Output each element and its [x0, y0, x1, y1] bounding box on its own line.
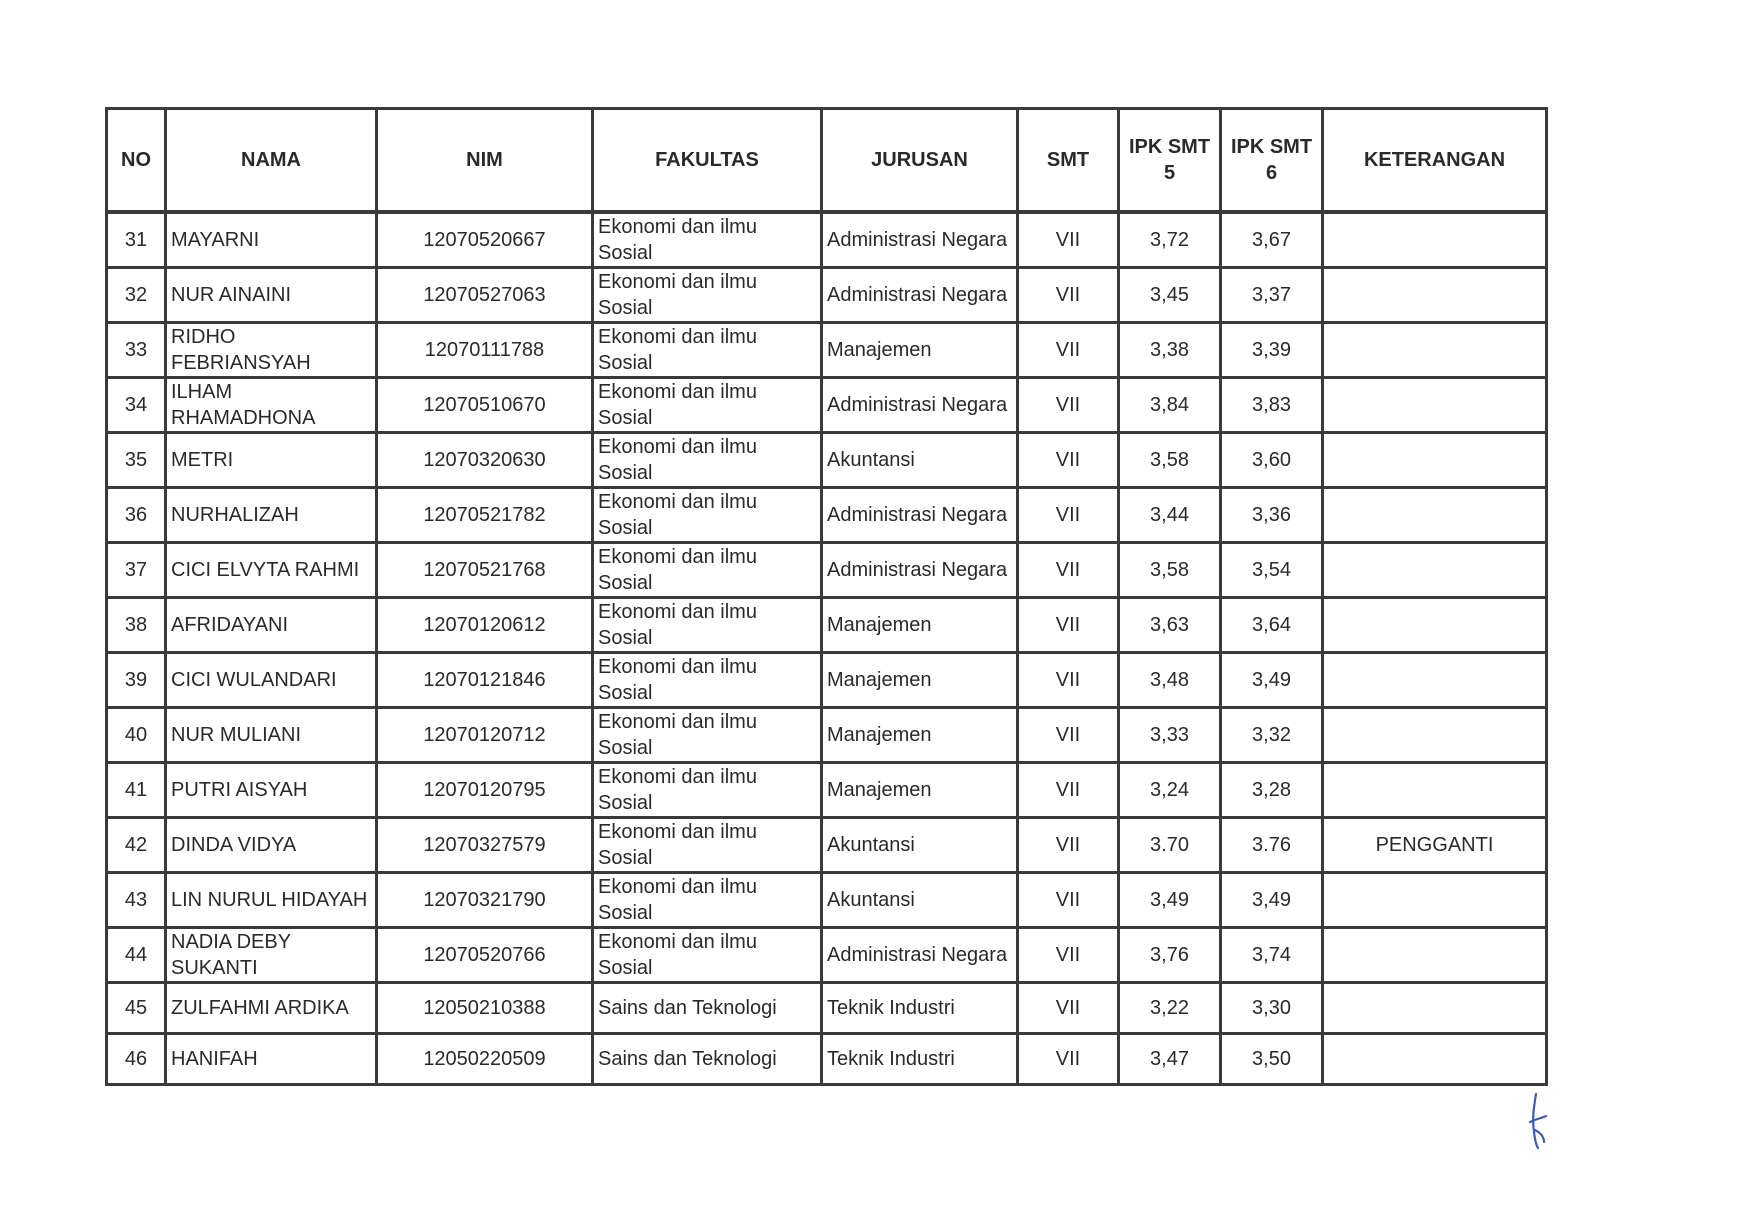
table-row — [107, 268, 1547, 323]
cell-fakultas: Ekonomi dan ilmu Sosial — [593, 598, 822, 653]
cell-smt: VII — [1018, 543, 1119, 598]
cell-ipk-smt-6: 3,32 — [1221, 708, 1323, 763]
cell-keterangan — [1323, 598, 1547, 653]
cell-ipk-smt-6: 3,49 — [1221, 653, 1323, 708]
header-no: NO — [107, 109, 166, 213]
cell-ipk-smt-5: 3,58 — [1119, 433, 1221, 488]
cell-keterangan — [1323, 983, 1547, 1034]
cell-jurusan: Manajemen — [822, 708, 1018, 763]
table-row — [107, 1034, 1547, 1085]
cell-ipk-smt-5: 3,72 — [1119, 212, 1221, 268]
cell-ipk-smt-6: 3,54 — [1221, 543, 1323, 598]
cell-nim: 12070321790 — [377, 873, 593, 928]
table-row — [107, 598, 1547, 653]
cell-smt: VII — [1018, 928, 1119, 983]
cell-keterangan — [1323, 928, 1547, 983]
cell-nim: 12070527063 — [377, 268, 593, 323]
cell-jurusan: Administrasi Negara — [822, 268, 1018, 323]
cell-ipk-smt-6: 3,49 — [1221, 873, 1323, 928]
cell-nim: 12050210388 — [377, 983, 593, 1034]
cell-fakultas: Ekonomi dan ilmu Sosial — [593, 268, 822, 323]
header-row — [107, 109, 1547, 213]
table-row — [107, 212, 1547, 268]
cell-nama: AFRIDAYANI — [166, 598, 377, 653]
cell-fakultas: Ekonomi dan ilmu Sosial — [593, 818, 822, 873]
cell-jurusan: Administrasi Negara — [822, 212, 1018, 268]
cell-fakultas: Sains dan Teknologi — [593, 1034, 822, 1085]
cell-keterangan — [1323, 433, 1547, 488]
header-nim: NIM — [377, 109, 593, 213]
cell-nim: 12070521782 — [377, 488, 593, 543]
cell-nama: LIN NURUL HIDAYAH — [166, 873, 377, 928]
header-smt: SMT — [1018, 109, 1119, 213]
cell-no: 45 — [107, 983, 166, 1034]
cell-jurusan: Teknik Industri — [822, 1034, 1018, 1085]
cell-jurusan: Manajemen — [822, 598, 1018, 653]
cell-ipk-smt-6: 3,37 — [1221, 268, 1323, 323]
cell-no: 41 — [107, 763, 166, 818]
student-table — [105, 107, 1548, 1086]
cell-fakultas: Ekonomi dan ilmu Sosial — [593, 763, 822, 818]
cell-no: 42 — [107, 818, 166, 873]
cell-no: 35 — [107, 433, 166, 488]
cell-ipk-smt-6: 3,60 — [1221, 433, 1323, 488]
cell-jurusan: Akuntansi — [822, 873, 1018, 928]
cell-ipk-smt-5: 3,84 — [1119, 378, 1221, 433]
cell-smt: VII — [1018, 488, 1119, 543]
cell-jurusan: Manajemen — [822, 763, 1018, 818]
cell-nama: METRI — [166, 433, 377, 488]
cell-nim: 12070510670 — [377, 378, 593, 433]
cell-smt: VII — [1018, 763, 1119, 818]
cell-jurusan: Administrasi Negara — [822, 378, 1018, 433]
cell-no: 33 — [107, 323, 166, 378]
cell-ipk-smt-5: 3,58 — [1119, 543, 1221, 598]
cell-smt: VII — [1018, 433, 1119, 488]
cell-smt: VII — [1018, 708, 1119, 763]
header-ipk-smt-6: IPK SMT 6 — [1221, 109, 1323, 213]
cell-smt: VII — [1018, 873, 1119, 928]
cell-nama: NADIA DEBY SUKANTI — [166, 928, 377, 983]
table-row — [107, 708, 1547, 763]
cell-nama: NUR MULIANI — [166, 708, 377, 763]
cell-no: 32 — [107, 268, 166, 323]
cell-keterangan — [1323, 1034, 1547, 1085]
cell-smt: VII — [1018, 378, 1119, 433]
cell-fakultas: Ekonomi dan ilmu Sosial — [593, 433, 822, 488]
cell-no: 31 — [107, 212, 166, 268]
cell-ipk-smt-5: 3,38 — [1119, 323, 1221, 378]
cell-fakultas: Ekonomi dan ilmu Sosial — [593, 873, 822, 928]
cell-keterangan — [1323, 488, 1547, 543]
cell-nim: 12070121846 — [377, 653, 593, 708]
table-row — [107, 873, 1547, 928]
header-keterangan: KETERANGAN — [1323, 109, 1547, 213]
cell-no: 39 — [107, 653, 166, 708]
cell-nama: ILHAM RHAMADHONA — [166, 378, 377, 433]
table-row — [107, 763, 1547, 818]
cell-nim: 12070111788 — [377, 323, 593, 378]
cell-ipk-smt-5: 3,22 — [1119, 983, 1221, 1034]
table-row — [107, 928, 1547, 983]
cell-jurusan: Manajemen — [822, 323, 1018, 378]
cell-no: 36 — [107, 488, 166, 543]
cell-no: 34 — [107, 378, 166, 433]
cell-fakultas: Ekonomi dan ilmu Sosial — [593, 653, 822, 708]
cell-no: 38 — [107, 598, 166, 653]
cell-ipk-smt-6: 3,30 — [1221, 983, 1323, 1034]
cell-nama: RIDHO FEBRIANSYAH — [166, 323, 377, 378]
cell-smt: VII — [1018, 1034, 1119, 1085]
cell-ipk-smt-6: 3,67 — [1221, 212, 1323, 268]
cell-fakultas: Ekonomi dan ilmu Sosial — [593, 708, 822, 763]
cell-ipk-smt-5: 3.70 — [1119, 818, 1221, 873]
cell-ipk-smt-5: 3,76 — [1119, 928, 1221, 983]
cell-nama: DINDA VIDYA — [166, 818, 377, 873]
cell-keterangan — [1323, 378, 1547, 433]
cell-ipk-smt-6: 3,28 — [1221, 763, 1323, 818]
table-row — [107, 818, 1547, 873]
cell-keterangan — [1323, 268, 1547, 323]
cell-keterangan — [1323, 653, 1547, 708]
table-row — [107, 983, 1547, 1034]
cell-nim: 12070327579 — [377, 818, 593, 873]
cell-no: 44 — [107, 928, 166, 983]
table-body — [107, 212, 1547, 1085]
cell-nama: NUR AINAINI — [166, 268, 377, 323]
cell-ipk-smt-5: 3,44 — [1119, 488, 1221, 543]
header-ipk-smt-5: IPK SMT 5 — [1119, 109, 1221, 213]
cell-fakultas: Sains dan Teknologi — [593, 983, 822, 1034]
cell-nama: CICI ELVYTA RAHMI — [166, 543, 377, 598]
cell-smt: VII — [1018, 598, 1119, 653]
cell-keterangan — [1323, 708, 1547, 763]
table-row — [107, 653, 1547, 708]
cell-jurusan: Manajemen — [822, 653, 1018, 708]
table-row — [107, 543, 1547, 598]
cell-smt: VII — [1018, 268, 1119, 323]
cell-ipk-smt-6: 3,39 — [1221, 323, 1323, 378]
cell-fakultas: Ekonomi dan ilmu Sosial — [593, 212, 822, 268]
cell-ipk-smt-5: 3,63 — [1119, 598, 1221, 653]
cell-nim: 12070120612 — [377, 598, 593, 653]
cell-smt: VII — [1018, 323, 1119, 378]
cell-ipk-smt-5: 3,45 — [1119, 268, 1221, 323]
signature-mark-icon — [1522, 1092, 1550, 1150]
cell-ipk-smt-6: 3,74 — [1221, 928, 1323, 983]
header-jurusan: JURUSAN — [822, 109, 1018, 213]
cell-nim: 12070120795 — [377, 763, 593, 818]
cell-nama: NURHALIZAH — [166, 488, 377, 543]
cell-ipk-smt-5: 3,49 — [1119, 873, 1221, 928]
cell-keterangan — [1323, 763, 1547, 818]
cell-ipk-smt-6: 3,50 — [1221, 1034, 1323, 1085]
cell-fakultas: Ekonomi dan ilmu Sosial — [593, 488, 822, 543]
table-row — [107, 488, 1547, 543]
cell-smt: VII — [1018, 983, 1119, 1034]
cell-nim: 12070320630 — [377, 433, 593, 488]
cell-nama: PUTRI AISYAH — [166, 763, 377, 818]
table-header — [107, 109, 1547, 213]
cell-smt: VII — [1018, 653, 1119, 708]
cell-jurusan: Administrasi Negara — [822, 928, 1018, 983]
cell-nim: 12070120712 — [377, 708, 593, 763]
cell-fakultas: Ekonomi dan ilmu Sosial — [593, 378, 822, 433]
cell-nim: 12070521768 — [377, 543, 593, 598]
cell-keterangan — [1323, 212, 1547, 268]
cell-smt: VII — [1018, 818, 1119, 873]
cell-keterangan — [1323, 323, 1547, 378]
cell-ipk-smt-5: 3,33 — [1119, 708, 1221, 763]
cell-keterangan — [1323, 873, 1547, 928]
cell-no: 37 — [107, 543, 166, 598]
cell-jurusan: Akuntansi — [822, 433, 1018, 488]
cell-keterangan — [1323, 543, 1547, 598]
cell-smt: VII — [1018, 212, 1119, 268]
cell-nama: ZULFAHMI ARDIKA — [166, 983, 377, 1034]
cell-ipk-smt-5: 3,48 — [1119, 653, 1221, 708]
header-fakultas: FAKULTAS — [593, 109, 822, 213]
cell-ipk-smt-5: 3,47 — [1119, 1034, 1221, 1085]
header-nama: NAMA — [166, 109, 377, 213]
cell-ipk-smt-6: 3,36 — [1221, 488, 1323, 543]
cell-ipk-smt-5: 3,24 — [1119, 763, 1221, 818]
cell-no: 43 — [107, 873, 166, 928]
cell-jurusan: Akuntansi — [822, 818, 1018, 873]
cell-nama: HANIFAH — [166, 1034, 377, 1085]
table-row — [107, 378, 1547, 433]
cell-jurusan: Teknik Industri — [822, 983, 1018, 1034]
cell-nama: MAYARNI — [166, 212, 377, 268]
cell-nim: 12070520667 — [377, 212, 593, 268]
cell-nim: 12050220509 — [377, 1034, 593, 1085]
cell-jurusan: Administrasi Negara — [822, 543, 1018, 598]
cell-ipk-smt-6: 3,64 — [1221, 598, 1323, 653]
cell-nama: CICI WULANDARI — [166, 653, 377, 708]
table-row — [107, 433, 1547, 488]
cell-ipk-smt-6: 3.76 — [1221, 818, 1323, 873]
cell-no: 40 — [107, 708, 166, 763]
cell-fakultas: Ekonomi dan ilmu Sosial — [593, 543, 822, 598]
table-row — [107, 323, 1547, 378]
cell-jurusan: Administrasi Negara — [822, 488, 1018, 543]
cell-keterangan: PENGGANTI — [1323, 818, 1547, 873]
cell-ipk-smt-6: 3,83 — [1221, 378, 1323, 433]
cell-fakultas: Ekonomi dan ilmu Sosial — [593, 928, 822, 983]
cell-no: 46 — [107, 1034, 166, 1085]
cell-nim: 12070520766 — [377, 928, 593, 983]
cell-fakultas: Ekonomi dan ilmu Sosial — [593, 323, 822, 378]
